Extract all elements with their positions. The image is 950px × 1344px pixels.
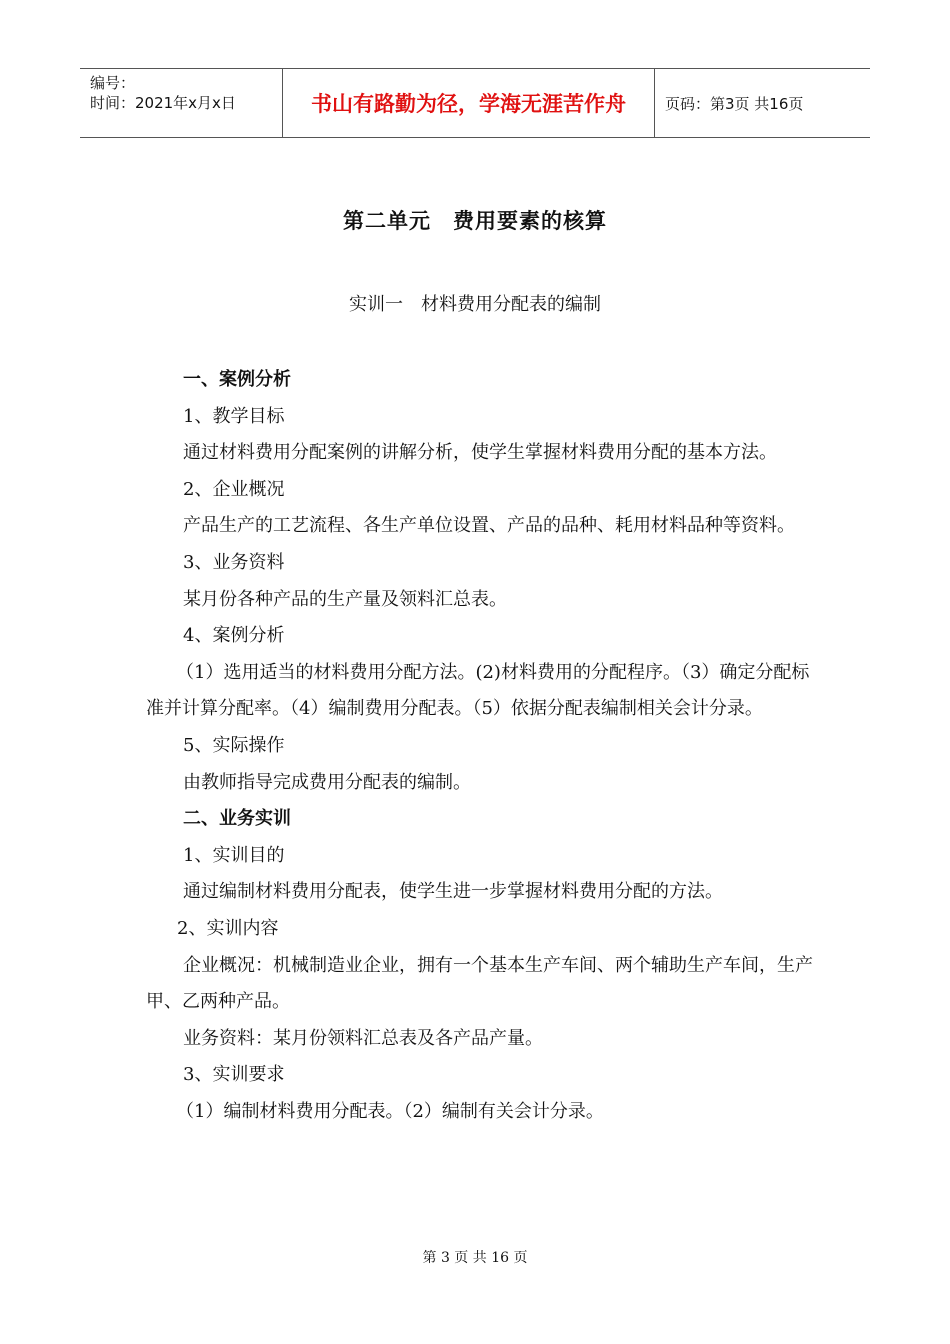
document-header bbox=[80, 68, 870, 138]
paragraph: 通过编制材料费用分配表，使学生进一步掌握材料费用分配的方法。 bbox=[183, 881, 723, 903]
page-title: 第二单元 费用要素的核算 bbox=[343, 208, 607, 233]
paragraph: 业务资料：某月份领料汇总表及各产品产量。 bbox=[183, 1027, 543, 1049]
sub-heading: 1、教学目标 bbox=[183, 405, 285, 427]
page-subtitle: 实训一 材料费用分配表的编制 bbox=[349, 294, 601, 315]
page-footer: 第 3 页 共 16 页 bbox=[422, 1250, 528, 1266]
header-time-label: 时间：2021年x月x日 bbox=[90, 94, 236, 112]
paragraph: 企业概况：机械制造业企业，拥有一个基本生产车间、两个辅助生产车间，生产甲、乙两种产品。 bbox=[146, 954, 813, 1013]
paragraph: 通过材料费用分配案例的讲解分析，使学生掌握材料费用分配的基本方法。 bbox=[183, 442, 777, 464]
header-motto: 书山有路勤为径，学海无涯苦作舟 bbox=[283, 69, 655, 137]
sub-heading: 1、实训目的 bbox=[183, 844, 285, 866]
sub-heading: 3、业务资料 bbox=[183, 551, 285, 573]
header-code-label: 编号： bbox=[90, 74, 136, 92]
paragraph: （1）编制材料费用分配表。（2）编制有关会计分录。 bbox=[176, 1100, 604, 1122]
header-page-info: 页码：第3页 共16页 bbox=[665, 94, 804, 113]
sub-heading: 2、企业概况 bbox=[183, 478, 285, 500]
sub-heading: 5、实际操作 bbox=[183, 734, 285, 756]
sub-heading: 2、实训内容 bbox=[177, 917, 279, 939]
paragraph: 由教师指导完成费用分配表的编制。 bbox=[183, 771, 471, 793]
header-meta bbox=[80, 69, 283, 137]
section-heading: 一、案例分析 bbox=[183, 369, 291, 390]
paragraph: 某月份各种产品的生产量及领料汇总表。 bbox=[183, 588, 507, 610]
paragraph: （1）选用适当的材料费用分配方法。(2)材料费用的分配程序。（3）确定分配标准并计算分配率。（4）编制费用分配表。（5）依据分配表编制相关会计分录。 bbox=[146, 661, 810, 720]
paragraph: 产品生产的工艺流程、各生产单位设置、产品的品种、耗用材料品种等资料。 bbox=[183, 515, 795, 537]
section-heading: 二、业务实训 bbox=[183, 808, 291, 830]
document-body bbox=[146, 362, 816, 1130]
sub-heading: 3、实训要求 bbox=[183, 1064, 285, 1086]
sub-heading: 4、案例分析 bbox=[183, 625, 285, 647]
